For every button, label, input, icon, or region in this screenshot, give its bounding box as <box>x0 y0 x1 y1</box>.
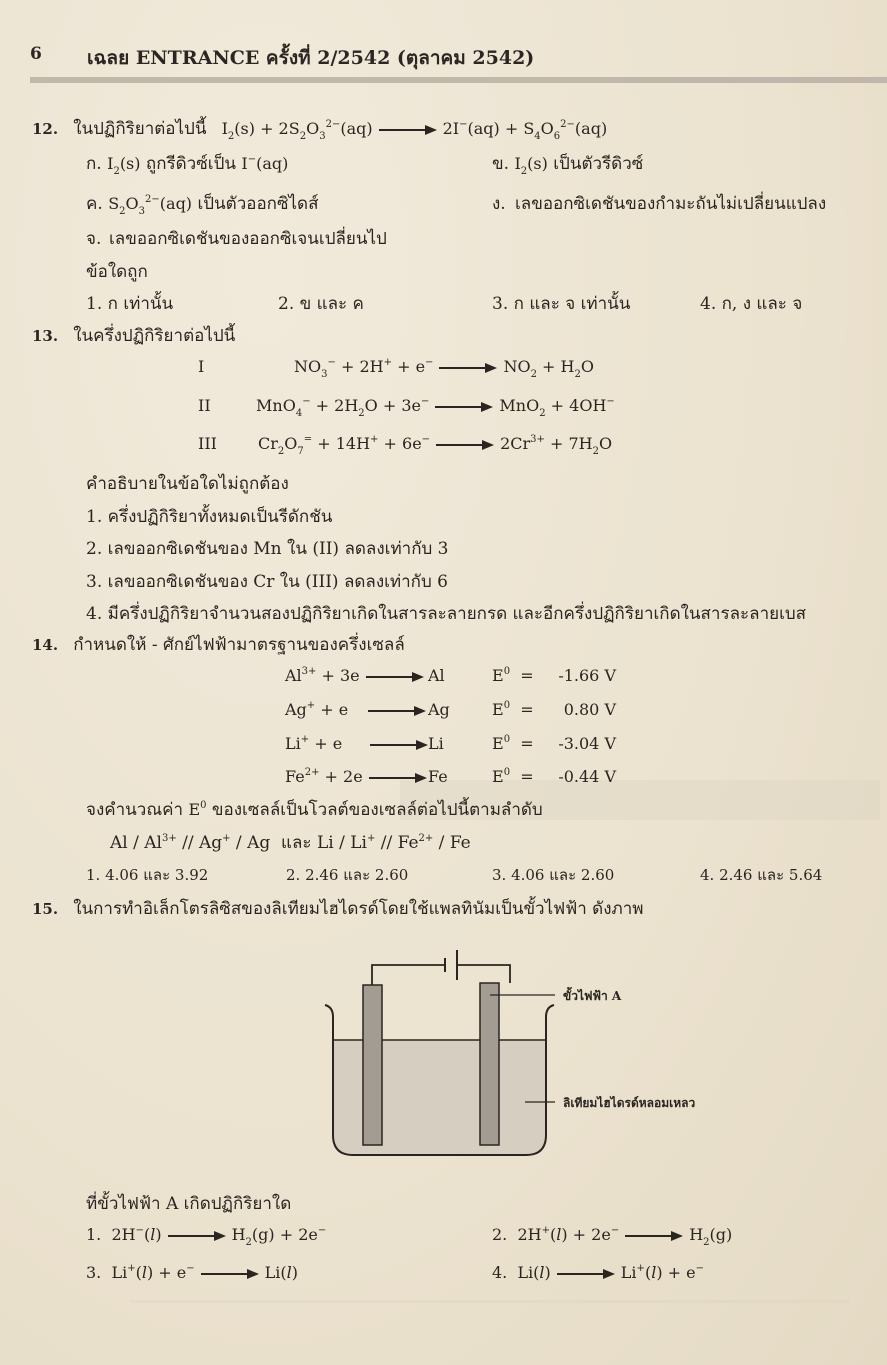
question-stem: กำหนดให้ - ศักย์ไฟฟ้ามาตรฐานของครึ่งเซลล์ <box>73 635 405 655</box>
e0-value: 0.80 V <box>563 700 616 719</box>
arrow-icon <box>201 1269 259 1279</box>
question-prompt: ข้อใดถูก <box>86 262 148 282</box>
half-cell-li: Li+ + e <box>285 734 434 753</box>
page-header-title: เฉลย ENTRANCE ครั้งที่ 2/2542 (ตุลาคม 2542) <box>87 47 535 69</box>
label-electrode-a: ขั้วไฟฟ้า A <box>563 989 622 1003</box>
arrow-icon <box>369 773 427 783</box>
half-cell-product: Ag <box>428 700 450 719</box>
question-number: 13. <box>32 327 59 345</box>
statement-ngo-text: เลขออกซิเดชันของกำมะถันไม่เปลี่ยนแปลง <box>515 194 827 214</box>
electrode-a <box>480 983 499 1145</box>
reaction-ii: $MnO_4^- + 2H_2O + 3e^-$ MnO$_2$ + 4OH− <box>256 396 615 419</box>
half-cell-al: $Al^{3+} + 3e$ <box>285 666 430 685</box>
question-stem: ในการทำอิเล็กโตรลิซิสของลิเทียมไฮไดรด์โดยใช้แพลทินัมเป็นขั้วไฟฟ้า ดังภาพ <box>73 899 644 919</box>
choice-2[interactable]: 2. ข และ ค <box>278 294 364 314</box>
arrow-icon <box>439 363 497 373</box>
header-rule <box>30 77 887 83</box>
choice-2[interactable]: 2. 2.46 และ 2.60 <box>286 866 409 884</box>
statement-cho-text: เลขออกซิเดชันของออกซิเจนเปลี่ยนไป <box>109 229 387 249</box>
page-number: 6 <box>30 44 42 64</box>
question-number: 15. <box>32 900 59 918</box>
e0-label: $E^0$ = <box>492 767 534 786</box>
half-cell-product: Fe <box>428 767 448 786</box>
question-prompt: จงคำนวณค่า $E^0$ ของเซลล์เป็นโวลต์ของเซลล์ต่อไปนี้ตามลำดับ <box>86 800 543 820</box>
cell-notation: Al / $Al^{3+} // Ag^+$ / Ag และ Li / $Li^+ // Fe^{2+}$ / Fe <box>110 833 471 853</box>
arrow-icon <box>368 706 426 716</box>
statement-kho: ข. $I_2(s)$ เป็นตัวรีดิวซ์ <box>492 154 644 177</box>
question-15 <box>32 895 643 922</box>
statement-cho-label: จ. <box>86 229 102 249</box>
circuit-wire <box>372 965 510 985</box>
e0-label: $E^0$ = <box>492 734 534 753</box>
arrow-icon <box>370 740 428 750</box>
show-through-bleed <box>130 1300 850 1303</box>
choice-1[interactable]: 1. ก เท่านั้น <box>86 294 174 314</box>
question-prompt: ที่ขั้วไฟฟ้า A เกิดปฏิกิริยาใด <box>86 1194 292 1214</box>
arrow-icon <box>436 440 494 450</box>
electrode-left <box>363 985 382 1145</box>
arrow-icon <box>366 672 424 682</box>
choice-4[interactable]: 4. มีครึ่งปฏิกิริยาจำนวนสองปฏิกิริยาเกิดในสารละลายกรด และอีกครึ่งปฏิกิริยาเกิดในสารละลายเบส <box>86 604 807 624</box>
statement-ngo: ง. <box>492 194 506 214</box>
choice-3[interactable]: 3. เลขออกซิเดชันของ Cr ใน (III) ลดลงเท่ากับ 6 <box>86 572 448 592</box>
arrow-icon <box>625 1231 683 1241</box>
choice-3[interactable]: 3. 4.06 และ 2.60 <box>492 866 615 884</box>
choice-1[interactable]: 1. 2H−(l) $H_2(g) + 2e^-$ <box>86 1225 327 1248</box>
choice-1[interactable]: 1. ครึ่งปฏิกิริยาทั้งหมดเป็นรีดักชัน <box>86 507 333 527</box>
arrow-icon <box>168 1231 226 1241</box>
e0-value: -0.44 V <box>558 767 616 786</box>
question-number: 14. <box>32 636 59 654</box>
question-13 <box>32 322 235 349</box>
question-14 <box>32 631 405 658</box>
choice-2[interactable]: 2. 2H+(l) + 2e− $H_2(g)$ <box>492 1225 733 1248</box>
e0-label: $E^0$ = <box>492 700 534 719</box>
choice-3[interactable]: 3. Li+(l) + e− Li(l) <box>86 1263 298 1282</box>
question-12 <box>32 115 607 142</box>
half-cell-product: Li <box>428 734 444 753</box>
statement-kho-khwai: ค. $S_2O_3^{2-}(aq)$ เป็นตัวออกซิไดส์ <box>86 194 319 217</box>
half-cell-fe: $Fe^{2+} + 2e$ <box>285 767 433 786</box>
battery-icon <box>445 950 457 980</box>
half-cell-product: Al <box>428 666 445 685</box>
choice-4[interactable]: 4. Li(l) Li+(l) + e− <box>492 1263 704 1282</box>
e0-value: -3.04 V <box>558 734 616 753</box>
question-stem: ในครึ่งปฏิกิริยาต่อไปนี้ <box>73 326 236 346</box>
e0-label: $E^0$ = <box>492 666 534 685</box>
choice-1[interactable]: 1. 4.06 และ 3.92 <box>86 866 209 884</box>
reaction-label-iii: III <box>198 434 217 453</box>
choice-2[interactable]: 2. เลขออกซิเดชันของ Mn ใน (II) ลดลงเท่ากับ 3 <box>86 539 449 559</box>
question-prompt: คำอธิบายในข้อใดไม่ถูกต้อง <box>86 474 289 494</box>
statement-ko: ก. $I_2(s)$ ถูกรีดิวซ์เป็น I−(aq) <box>86 154 289 177</box>
arrow-icon <box>379 125 437 135</box>
choice-4[interactable]: 4. ก, ง และ จ <box>700 294 803 314</box>
choice-3[interactable]: 3. ก และ จ เท่านั้น <box>492 294 631 314</box>
reaction-equation: $I_2(s) + 2S_2O_3^{2-}(aq) 2I^-(aq) + S_4O_6^{2-}(aq)$ <box>221 119 608 142</box>
reaction-iii: $Cr_2O_7^= + 14H^+ + 6e^-$ $2Cr^{3+} + 7H_2O$ <box>258 434 613 457</box>
half-cell-ag: Ag+ + e <box>285 700 432 719</box>
arrow-icon <box>435 402 493 412</box>
reaction-i: $NO_3^- + 2H^+ + e^-$ $NO_2 + H_2O$ <box>294 357 594 380</box>
arrow-icon <box>557 1269 615 1279</box>
reaction-label-i: I <box>198 357 205 376</box>
electrolysis-diagram <box>320 945 560 1165</box>
choice-4[interactable]: 4. 2.46 และ 5.64 <box>700 866 823 884</box>
reaction-label-ii: II <box>198 396 211 415</box>
question-stem: ในปฏิกิริยาต่อไปนี้ <box>73 119 207 139</box>
e0-value: -1.66 V <box>558 666 616 685</box>
question-number: 12. <box>32 120 59 138</box>
label-molten-lih: ลิเทียมไฮไดรด์หลอมเหลว <box>563 1096 696 1110</box>
